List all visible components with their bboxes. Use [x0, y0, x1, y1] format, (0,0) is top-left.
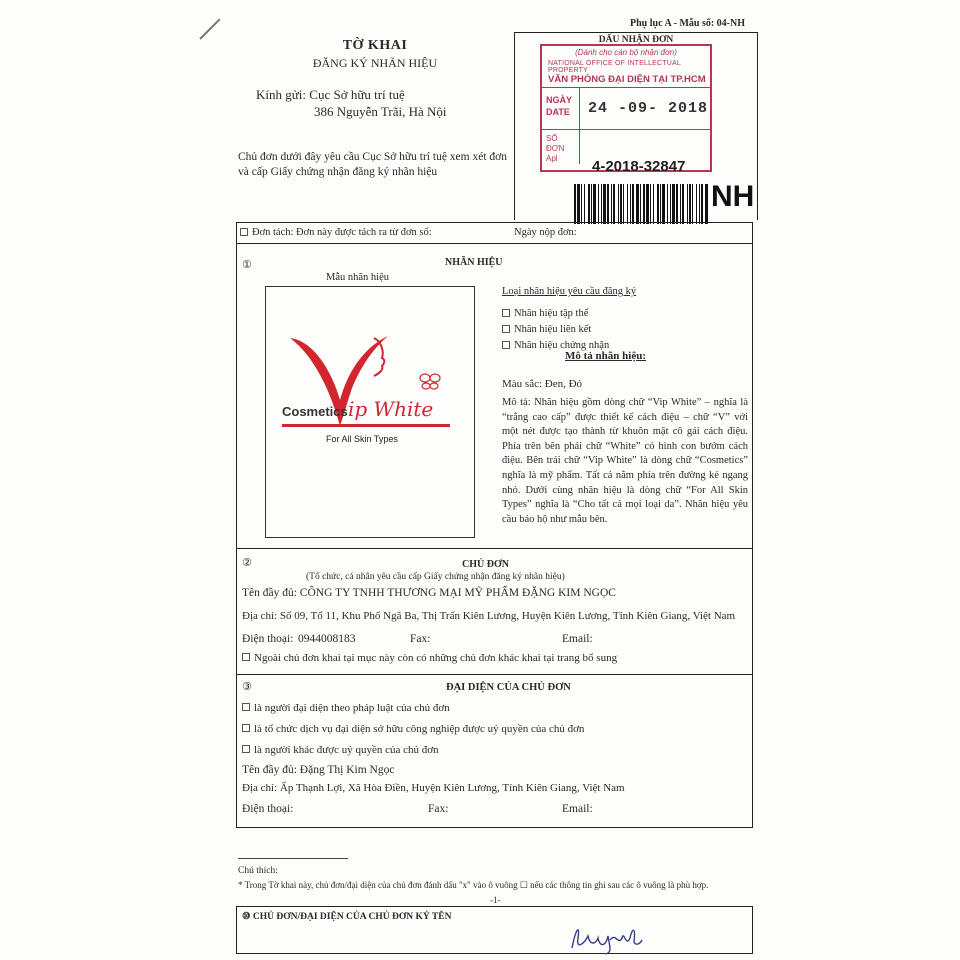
office-stamp — [540, 44, 712, 172]
section-3-number: ③ — [242, 680, 252, 693]
section-1-title: NHÃN HIỆU — [445, 257, 503, 268]
barcode-bar — [662, 184, 665, 224]
barcode-bar — [584, 184, 585, 224]
barcode-bar — [630, 184, 631, 224]
barcode-bar — [632, 184, 634, 224]
date-label-vn: NGÀY — [546, 95, 573, 105]
checkbox[interactable] — [242, 745, 250, 753]
recipient-address — [256, 86, 447, 120]
barcode-bar — [650, 184, 651, 224]
barcode-bar — [643, 184, 645, 224]
form-title-block — [270, 38, 480, 71]
type-code: NH — [711, 180, 755, 213]
trademark-logo — [278, 330, 468, 450]
other-owners-label: Ngoài chủ đơn khai tại mục này còn có những chủ đơn khác khai tại trang bổ sung — [254, 652, 618, 664]
barcode-bar — [646, 184, 649, 224]
split-application-row — [236, 222, 753, 244]
barcode-bar — [653, 184, 654, 224]
checkbox[interactable] — [502, 341, 510, 349]
barcode-bar — [701, 184, 703, 224]
barcode-bar — [705, 184, 708, 224]
owner-phone-value: 0944008183 — [298, 633, 356, 645]
checkbox[interactable] — [242, 724, 250, 732]
rep-option-ip-agency[interactable] — [242, 723, 584, 735]
owner-address: Địa chỉ: Số 09, Tổ 11, Khu Phố Ngã Ba, Thị Trấn Kiên Lương, Huyện Kiên Lương, Tỉnh Kiên Giang, Việt Nam — [242, 610, 736, 622]
checkbox[interactable] — [242, 653, 250, 661]
logo-tagline: For All Skin Types — [326, 434, 398, 444]
barcode-bar — [696, 184, 697, 224]
form-subtitle: ĐĂNG KÝ NHÃN HIỆU — [312, 56, 438, 70]
note-title: Chú thích: — [238, 866, 278, 876]
barcode-bar — [689, 184, 691, 224]
barcode-bar — [627, 184, 628, 224]
butterfly-icon — [420, 374, 440, 389]
rep-option-label: là người khác được uỷ quyền của chủ đơn — [254, 744, 439, 756]
stamp-date-label — [542, 88, 580, 129]
note-text: * Trong Tờ khai này, chủ đơn/đại diện của chủ đơn đánh dấu "x" vào ô vuông ☐ nếu các thông tin ghi sau các ô vuông là phù hợp. — [238, 880, 709, 890]
split-application-field[interactable] — [240, 227, 432, 238]
date-label-en: DATE — [546, 107, 570, 117]
request-text: Chủ đơn dưới đây yêu cầu Cục Sở hữu trí tuệ xem xét đơn và cấp Giấy chứng nhận đăng ký nhãn hiệu — [238, 151, 507, 178]
rep-option-legal[interactable] — [242, 702, 450, 714]
mark-sample-label: Mẫu nhãn hiệu — [326, 272, 389, 283]
description-title: Mô tả nhãn hiệu: — [565, 350, 646, 362]
barcode-bar — [640, 184, 641, 224]
barcode-bar — [687, 184, 688, 224]
option-label: Nhãn hiệu liên kết — [514, 324, 592, 335]
option-label: Nhãn hiệu chứng nhận — [514, 340, 610, 351]
logo-underline — [282, 424, 450, 427]
rep-fax-label: Fax: — [428, 803, 449, 815]
option-associated-mark[interactable] — [502, 324, 591, 335]
mark-type-label: Loại nhãn hiệu yêu cầu đăng ký — [502, 286, 637, 297]
stamp-subheader: (Dành cho cán bộ nhận đơn) — [575, 48, 677, 57]
other-owners-option[interactable] — [242, 652, 617, 664]
section-2-number: ② — [242, 556, 252, 569]
checkbox[interactable] — [242, 703, 250, 711]
section-3-title: ĐẠI DIỆN CỦA CHỦ ĐƠN — [446, 682, 571, 693]
barcode-bar — [577, 184, 580, 224]
pen-mark — [199, 18, 220, 39]
checkbox[interactable] — [502, 325, 510, 333]
owner-email-label: Email: — [562, 633, 593, 645]
stamp-office-vn: VĂN PHÒNG ĐẠI DIỆN TẠI TP.HCM — [542, 74, 710, 88]
barcode-bar — [636, 184, 639, 224]
mark-colors: Màu sắc: Đen, Đỏ — [502, 378, 583, 390]
appl-label-vn: SỐ ĐƠN — [546, 134, 565, 153]
receipt-header: DẤU NHẬN ĐƠN — [598, 35, 674, 45]
appl-label-en: Apl — [546, 154, 558, 163]
stamp-date-value: 24 -09- 2018 — [588, 100, 709, 117]
barcode-bar — [692, 184, 693, 224]
barcode-bar — [620, 184, 622, 224]
section-1-number: ① — [242, 258, 252, 271]
recipient-street: 386 Nguyễn Trãi, Hà Nội — [314, 104, 447, 119]
stamp-date-row — [542, 88, 710, 130]
rep-name: Tên đầy đủ: Đặng Thị Kim Ngọc — [242, 764, 395, 776]
barcode-bar — [574, 184, 576, 224]
filing-date-label: Ngày nộp đơn: — [514, 227, 577, 238]
handwritten-signature — [566, 918, 646, 956]
barcode-bar — [667, 184, 668, 224]
barcode-bar — [676, 184, 678, 224]
split-application-label: Đơn tách: Đơn này được tách ra từ đơn số: — [252, 227, 432, 238]
barcode-bar — [670, 184, 671, 224]
checkbox[interactable] — [502, 309, 510, 317]
barcode-bar — [593, 184, 596, 224]
owner-name: Tên đầy đủ: CÔNG TY TNHH THƯƠNG MẠI MỸ PHẨM ĐẶNG KIM NGỌC — [242, 587, 616, 599]
barcode-bar — [598, 184, 599, 224]
signature-title: ⑩ CHỦ ĐƠN/ĐẠI DIỆN CỦA CHỦ ĐƠN KÝ TÊN — [242, 912, 452, 922]
barcode-bar — [607, 184, 609, 224]
rep-phone-label: Điện thoại: — [242, 803, 294, 815]
barcode-bar — [699, 184, 700, 224]
form-title: TỜ KHAI — [342, 38, 408, 53]
divider — [236, 548, 753, 549]
barcode-bar — [603, 184, 606, 224]
owner-phone-label: Điện thoại: — [242, 633, 294, 645]
section-2-subtitle: (Tổ chức, cá nhân yêu cầu cấp Giấy chứng nhận đăng ký nhãn hiệu) — [306, 572, 565, 582]
barcode-bar — [588, 184, 590, 224]
barcode-bar — [657, 184, 659, 224]
rep-email-label: Email: — [562, 803, 593, 815]
barcode-bar — [672, 184, 675, 224]
barcode — [574, 184, 708, 224]
barcode-bar — [591, 184, 592, 224]
stamp-appl-label — [542, 130, 580, 164]
barcode-bar — [601, 184, 602, 224]
rep-option-label: là tổ chức dịch vụ đại diện sở hữu công nghiệp được uỷ quyền của chủ đơn — [254, 723, 585, 735]
logo-left-word: Cosmetics — [282, 404, 348, 419]
stamp-office-en: NATIONAL OFFICE OF INTELLECTUAL PROPERTY — [548, 60, 681, 74]
logo-brand-script: ip White — [348, 397, 434, 421]
barcode-bar — [680, 184, 681, 224]
page-number: -1- — [490, 895, 501, 905]
owner-fax-label: Fax: — [410, 633, 431, 645]
barcode-bar — [623, 184, 624, 224]
rep-option-label: là người đại diện theo pháp luật của chủ đơn — [254, 702, 450, 714]
section-2-title: CHỦ ĐƠN — [462, 559, 509, 570]
barcode-bar — [613, 184, 615, 224]
rep-option-other[interactable] — [242, 744, 439, 756]
barcode-bar — [682, 184, 684, 224]
option-collective-mark[interactable] — [502, 308, 588, 319]
barcode-bar — [581, 184, 582, 224]
note-divider — [238, 858, 348, 859]
rep-address: Địa chỉ: Ấp Thạnh Lợi, Xã Hòa Điền, Huyện Kiên Lương, Tỉnh Kiên Giang, Việt Nam — [242, 782, 625, 794]
barcode-bar — [660, 184, 661, 224]
barcode-bar — [611, 184, 612, 224]
barcode-bar — [618, 184, 619, 224]
page-reference: Phụ lục A - Mẫu số: 04-NH — [630, 18, 746, 29]
option-label: Nhãn hiệu tập thể — [514, 308, 589, 319]
application-number: 4-2018-32847 — [592, 158, 686, 175]
mark-description: Mô tả: Nhãn hiệu gồm dòng chữ “Vip White” – nghĩa là “trắng cao cấp” được thiết kế cách điệu – chữ “V” với một nét được tạo thành từ khuôn mặt cô gái cách điệu. Phía trên bên phải chữ “White” có hình con bướm cách điệu. Bên trái chữ “Vip White” là dòng chữ “Cosmetics” nghĩa là mỹ phẩm. Tất cả nằm phía trên đường kẻ ngang nhỏ. Dưới cùng nhãn hiệu là dòng chữ “For All Skin Types” nghĩa là “Cho tất cả mọi loại da”. Nhãn hiệu yêu cầu bảo hộ như mẫu bên. — [502, 397, 748, 525]
divider — [236, 674, 753, 675]
checkbox[interactable] — [240, 228, 248, 236]
recipient-label: Kính gửi: Cục Sở hữu trí tuệ — [256, 87, 405, 102]
